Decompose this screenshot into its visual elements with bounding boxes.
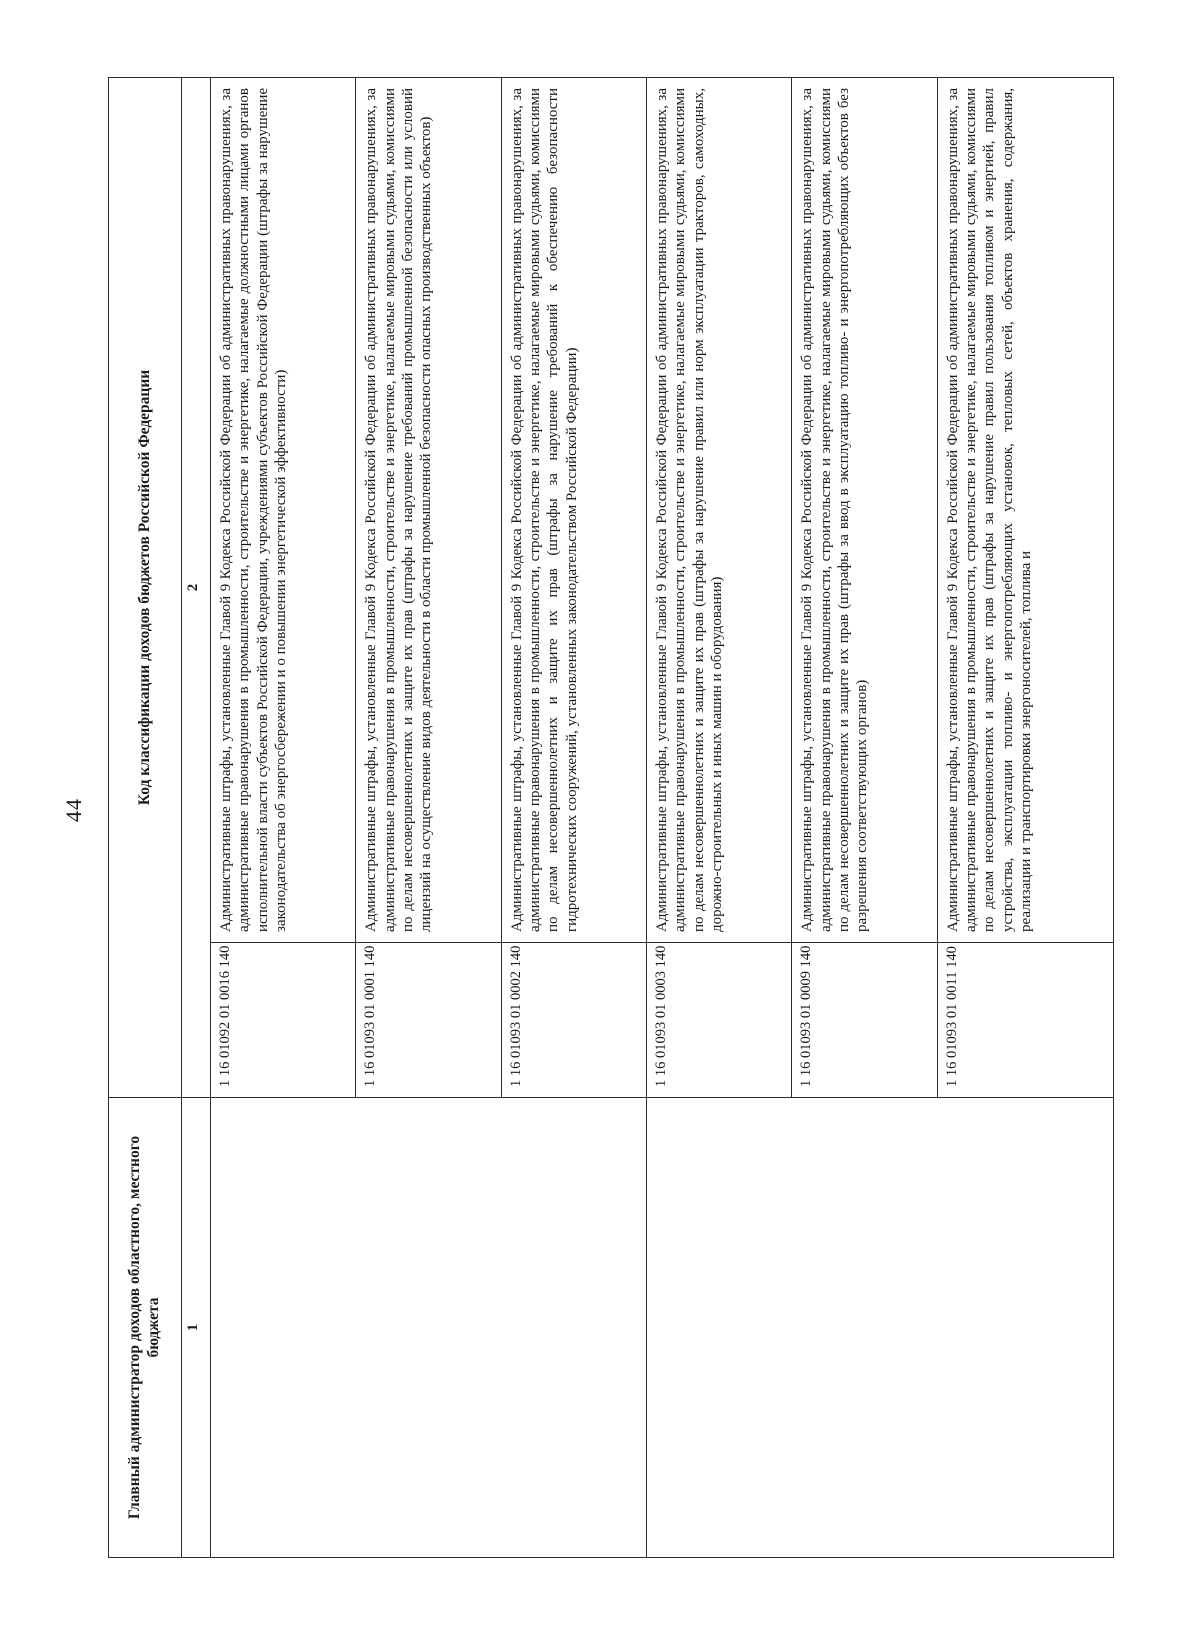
column-number-code: 2 — [182, 77, 211, 1097]
column-number-row — [182, 77, 211, 1557]
admin-cell — [647, 1098, 1114, 1558]
table-row — [647, 77, 792, 1557]
description-cell: Административные штрафы, установленные Главой 9 Кодекса Российской Федерации об административных правонарушениях, за административные правонарушения в промышленности, строительстве и энергетике, налагаемые мировыми судьями, комиссиями по делам несовершеннолетних и защите их прав (штрафы за нарушение требований промышленной безопасности или условий лицензий на осуществление видов деятельности в области промышленной безопасности опасных производственных объектов) — [356, 77, 501, 942]
description-cell: Административные штрафы, установленные Главой 9 Кодекса Российской Федерации об административных правонарушениях, за административные правонарушения в промышленности, строительстве и энергетике, налагаемые мировыми судьями, комиссиями по делам несовершеннолетних и защите их прав (штрафы за нарушение требований к обеспечению безопасности гидротехнических сооружений, установленных законодательством Российской Федерации) — [501, 77, 646, 942]
code-cell: 1 16 01092 01 0016 140 — [211, 943, 356, 1098]
description-cell: Административные штрафы, установленные Главой 9 Кодекса Российской Федерации об административных правонарушениях, за административные правонарушения в промышленности, строительстве и энергетике, налагаемые должностными лицами органов исполнительной власти субъектов Российской Федерации, учреждениями субъектов Российской Федерации (штрафы за нарушение законодательства об энергосбережении и о повышении энергетической эффективности) — [211, 77, 356, 942]
description-cell: Административные штрафы, установленные Главой 9 Кодекса Российской Федерации об административных правонарушениях, за административные правонарушения в промышленности, строительстве и энергетике, налагаемые мировыми судьями, комиссиями по делам несовершеннолетних и защите их прав (штрафы за нарушение правил или норм эксплуатации тракторов, самоходных, дорожно-строительных и иных машин и оборудования) — [647, 77, 792, 942]
code-cell: 1 16 01093 01 0011 140 — [937, 943, 1113, 1098]
column-number-admin: 1 — [182, 1098, 211, 1558]
table-header-row — [109, 77, 182, 1557]
revenue-classification-table-wrapper — [108, 78, 1114, 1558]
table-row — [211, 77, 356, 1557]
header-admin: Главный администратор доходов областного, местного бюджета — [109, 1098, 182, 1558]
code-cell: 1 16 01093 01 0003 140 — [647, 943, 792, 1098]
code-cell: 1 16 01093 01 0002 140 — [501, 943, 646, 1098]
code-cell: 1 16 01093 01 0001 140 — [356, 943, 501, 1098]
page-number: 44 — [61, 798, 86, 822]
header-code: Код классификации доходов бюджетов Российской Федерации — [109, 77, 182, 1097]
code-cell: 1 16 01093 01 0009 140 — [792, 943, 937, 1098]
description-cell: Административные штрафы, установленные Главой 9 Кодекса Российской Федерации об административных правонарушениях, за административные правонарушения в промышленности, строительстве и энергетике, налагаемые мировыми судьями, комиссиями по делам несовершеннолетних и защите их прав (штрафы за ввод в эксплуатацию топливо- и энергопотребляющих объектов без разрешения соответствующих органов) — [792, 77, 937, 942]
revenue-classification-table — [108, 77, 1114, 1558]
description-cell: Административные штрафы, установленные Главой 9 Кодекса Российской Федерации об административных правонарушениях, за административные правонарушения в промышленности, строительстве и энергетике, налагаемые мировыми судьями, комиссиями по делам несовершеннолетних и защите их прав (штрафы за нарушение правил пользования топливом и энергией, правил устройства, эксплуатации топливо- и энергопотребляющих установок, тепловых сетей, объектов хранения, содержания, реализации и транспортировки энергоносителей, топлива и — [937, 77, 1113, 942]
admin-cell — [211, 1098, 647, 1558]
